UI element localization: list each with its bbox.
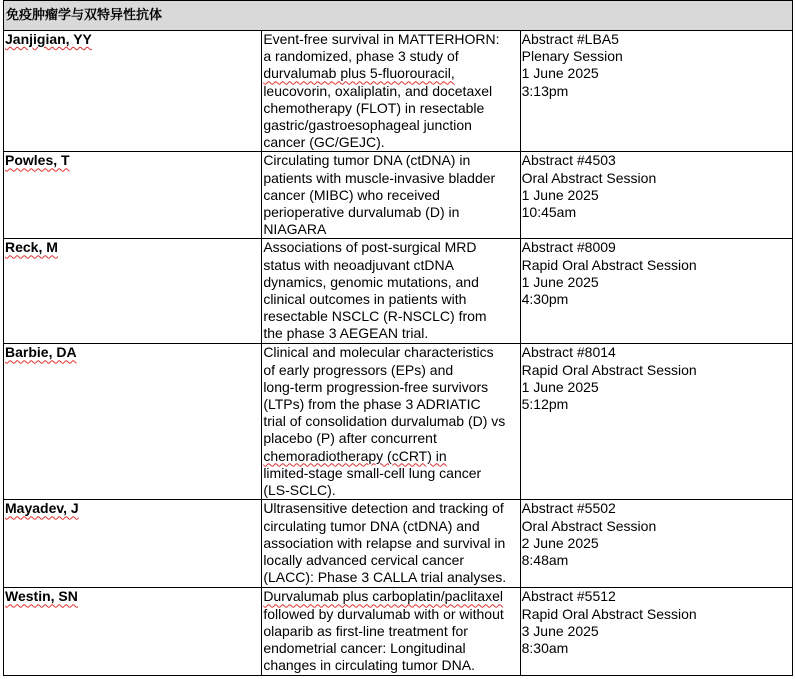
session-time: 8:48am	[521, 552, 569, 569]
table-row	[4, 31, 793, 152]
session-date: 1 June 2025	[521, 186, 599, 203]
title-line: (LS-SCLC).	[263, 482, 336, 499]
session-time: 10:45am	[521, 204, 577, 221]
session-date: 1 June 2025	[521, 378, 599, 395]
author-name: Barbie, DA	[5, 344, 77, 361]
session-time: 8:30am	[521, 640, 569, 657]
title-cell	[262, 152, 520, 239]
table-row	[4, 344, 793, 500]
table-row	[4, 588, 793, 676]
title-line: Circulating tumor DNA (ctDNA) in	[263, 152, 471, 169]
session-type: Rapid Oral Abstract Session	[521, 605, 697, 622]
title-line: cancer (MIBC) who received	[263, 186, 440, 203]
table-row	[4, 239, 793, 344]
title-line: chemotherapy (FLOT) in resectable	[263, 99, 485, 116]
table-row	[4, 500, 793, 588]
title-line: a randomized, phase 3 study of	[263, 48, 459, 65]
author-cell	[4, 31, 262, 152]
abstract-number: Abstract #4503	[521, 152, 616, 169]
title-cell	[262, 239, 520, 344]
title-line: limited-stage small-cell lung cancer	[263, 464, 482, 481]
author-cell	[4, 588, 262, 676]
title-line: placebo (P) after concurrent	[263, 430, 437, 447]
title-cell	[262, 500, 520, 588]
title-line: perioperative durvalumab (D) in	[263, 204, 460, 221]
section-header-row	[4, 1, 793, 31]
title-line: Event-free survival in MATTERHORN:	[263, 31, 500, 47]
session-type: Oral Abstract Session	[521, 169, 657, 186]
title-line: NIAGARA	[263, 221, 327, 238]
session-type: Rapid Oral Abstract Session	[521, 256, 697, 273]
abstract-number: Abstract #5502	[521, 500, 616, 517]
title-line: endometrial cancer: Longitudinal	[263, 640, 466, 657]
title-line: (LTPs) from the phase 3 ADRIATIC	[263, 396, 481, 413]
title-line: olaparib as first-line treatment for	[263, 622, 468, 639]
session-time: 5:12pm	[521, 396, 569, 413]
title-line: trial of consolidation durvalumab (D) vs	[263, 413, 506, 430]
title-line: leucovorin, oxaliplatin, and docetaxel	[263, 82, 493, 99]
session-type: Plenary Session	[521, 48, 623, 65]
abstract-number: Abstract #5512	[521, 588, 616, 605]
section-title: 免疫肿瘤学与双特异性抗体	[4, 1, 793, 31]
title-line: association with relapse and survival in	[263, 534, 506, 551]
author-name: Mayadev, J	[5, 500, 79, 517]
title-line: Ultrasensitive detection and tracking of	[263, 500, 504, 517]
title-cell	[262, 588, 520, 676]
title-line: dynamics, genomic mutations, and	[263, 273, 479, 290]
abstract-number: Abstract #8014	[521, 344, 616, 361]
title-line: changes in circulating tumor DNA.	[263, 657, 475, 674]
title-line: clinical outcomes in patients with	[263, 291, 467, 308]
author-cell	[4, 344, 262, 500]
session-cell	[520, 344, 792, 500]
author-cell	[4, 500, 262, 588]
title-line: circulating tumor DNA (ctDNA) and	[263, 517, 480, 534]
session-cell	[520, 500, 792, 588]
author-cell	[4, 152, 262, 239]
session-cell	[520, 588, 792, 676]
session-time: 3:13pm	[521, 82, 569, 99]
title-line: the phase 3 AEGEAN trial.	[263, 325, 429, 342]
abstracts-table	[3, 0, 793, 676]
author-name: Westin, SN	[5, 588, 78, 605]
title-line: patients with muscle-invasive bladder	[263, 169, 496, 186]
title-line: followed by durvalumab with or without	[263, 605, 504, 622]
session-type: Rapid Oral Abstract Session	[521, 361, 697, 378]
title-line: of early progressors (EPs) and	[263, 361, 454, 378]
title-line: gastric/gastroesophageal junction	[263, 117, 472, 134]
abstract-number: Abstract #8009	[521, 239, 616, 256]
author-name: Janjigian, YY	[5, 31, 92, 47]
abstract-number: Abstract #LBA5	[521, 31, 619, 47]
session-date: 1 June 2025	[521, 273, 599, 290]
title-line: Durvalumab plus carboplatin/paclitaxel	[263, 588, 503, 605]
session-date: 1 June 2025	[521, 65, 599, 82]
session-date: 3 June 2025	[521, 622, 599, 639]
title-line: (LACC): Phase 3 CALLA trial analyses.	[263, 569, 507, 586]
author-cell	[4, 239, 262, 344]
title-line: durvalumab plus 5-fluorouracil,	[263, 65, 455, 82]
session-cell	[520, 239, 792, 344]
title-cell	[262, 31, 520, 152]
title-line: Clinical and molecular characteristics	[263, 344, 494, 361]
session-cell	[520, 31, 792, 152]
session-type: Oral Abstract Session	[521, 517, 657, 534]
title-line: Associations of post-surgical MRD	[263, 239, 477, 256]
title-line: resectable NSCLC (R-NSCLC) from	[263, 308, 487, 325]
title-line: status with neoadjuvant ctDNA	[263, 256, 454, 273]
session-cell	[520, 152, 792, 239]
session-time: 4:30pm	[521, 291, 569, 308]
author-name: Powles, T	[5, 152, 70, 169]
title-line: long-term progression-free survivors	[263, 378, 489, 395]
session-date: 2 June 2025	[521, 534, 599, 551]
title-line: chemoradiotherapy (cCRT) in	[263, 447, 447, 464]
author-name: Reck, M	[5, 239, 58, 256]
title-line: cancer (GC/GEJC).	[263, 134, 385, 151]
title-line: locally advanced cervical cancer	[263, 552, 465, 569]
title-cell	[262, 344, 520, 500]
table-row	[4, 152, 793, 239]
